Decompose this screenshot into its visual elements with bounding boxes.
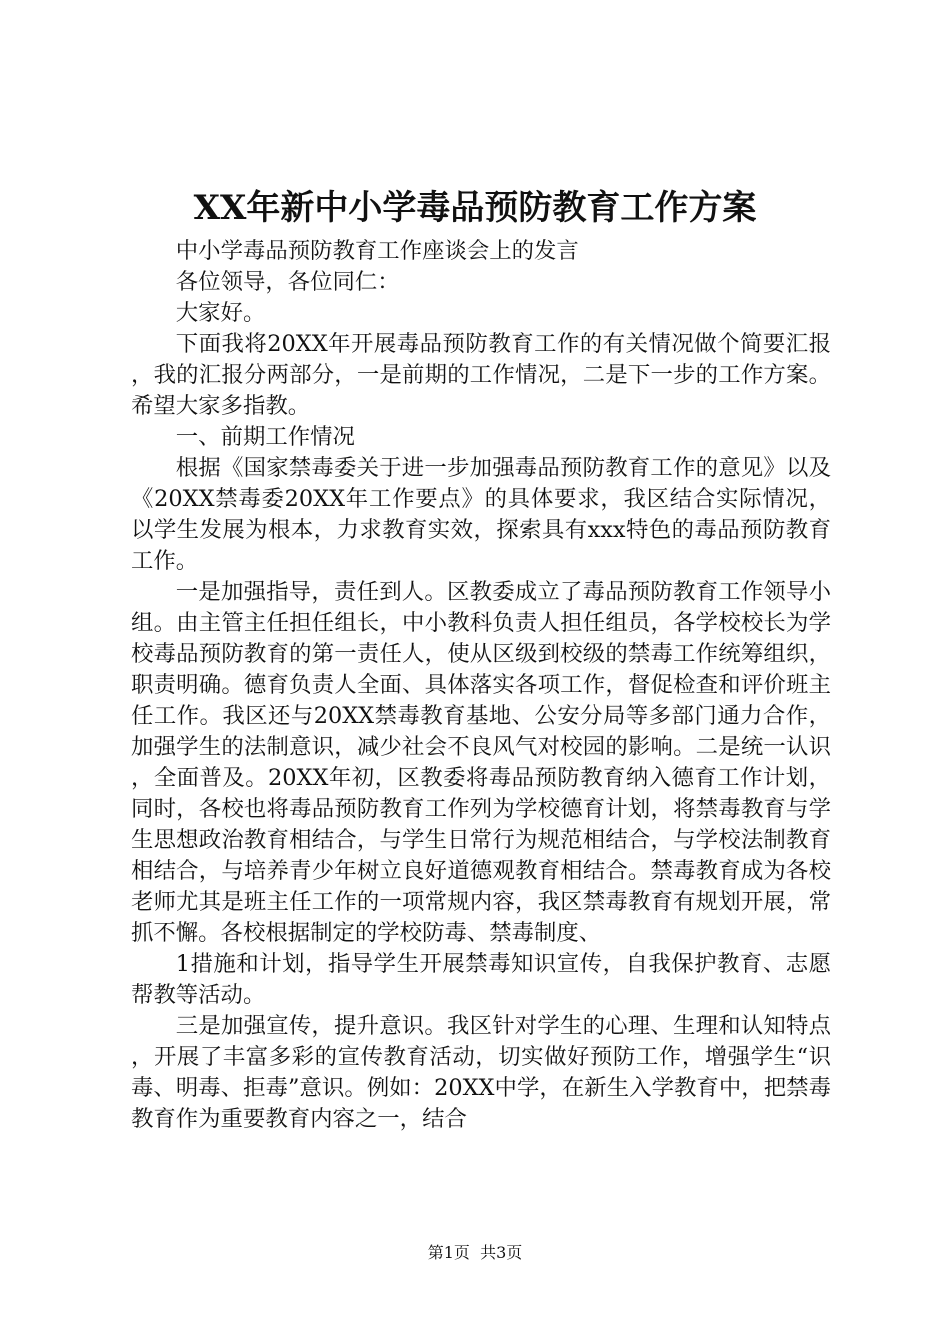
paragraph-salutation: 各位领导，各位同仁： [175,269,400,295]
paragraph-greeting: 大家好。 [175,300,266,326]
paragraph-basis: 根据《国家禁毒委关于进一步加强毒品预防教育工作的意见》以及《20XX禁毒委20XX年工作要点》的具体要求，我区结合实际情况，以学生发展为根本，力求教育实效，探索具有xxx特色的毒品预防教育工作。 [131,455,831,574]
section-heading-previous-work: 一、前期工作情况 [175,424,355,450]
paragraph-publicity: 三是加强宣传，提升意识。我区针对学生的心理、生理和认知特点，开展了丰富多彩的宣传教育活动，切实做好预防工作，增强学生“识毒、明毒、拒毒”意识。例如：20XX中学，在新生入学教育中，把禁毒教育作为重要教育内容之一，结合 [131,1013,831,1132]
document-title: XX年新中小学毒品预防教育工作方案 [193,188,757,228]
page-total: 共3页 [480,1243,523,1262]
document-body [131,236,831,1135]
page-footer [0,1241,950,1265]
page-number: 第1页 [427,1243,470,1262]
paragraph-guidance: 一是加强指导，责任到人。区教委成立了毒品预防教育工作领导小组。由主管主任担任组长，中小教科负责人担任组员，各学校校长为学校毒品预防教育的第一责任人，使从区级到校级的禁毒工作统筹组织，职责明确。德育负责人全面、具体落实各项工作，督促检查和评价班主任工作。我区还与20XX禁毒教育基地、公安分局等多部门通力合作，加强学生的法制意识，减少社会不良风气对校园的影响。二是统一认识，全面普及。20XX年初，区教委将毒品预防教育纳入德育工作计划，同时，各校也将毒品预防教育工作列为学校德育计划，将禁毒教育与学生思想政治教育相结合，与学生日常行为规范相结合，与学校法制教育相结合，与培养青少年树立良好道德观教育相结合。禁毒教育成为各校老师尤其是班主任工作的一项常规内容，我区禁毒教育有规划开展，常抓不懈。各校根据制定的学校防毒、禁毒制度、 [131,579,831,946]
paragraph-speech-heading: 中小学毒品预防教育工作座谈会上的发言 [175,238,579,264]
paragraph-intro: 下面我将20XX年开展毒品预防教育工作的有关情况做个简要汇报，我的汇报分两部分，一是前期的工作情况，二是下一步的工作方案。希望大家多指教。 [131,331,831,419]
paragraph-measures: 1措施和计划，指导学生开展禁毒知识宣传，自我保护教育、志愿帮教等活动。 [131,951,831,1008]
